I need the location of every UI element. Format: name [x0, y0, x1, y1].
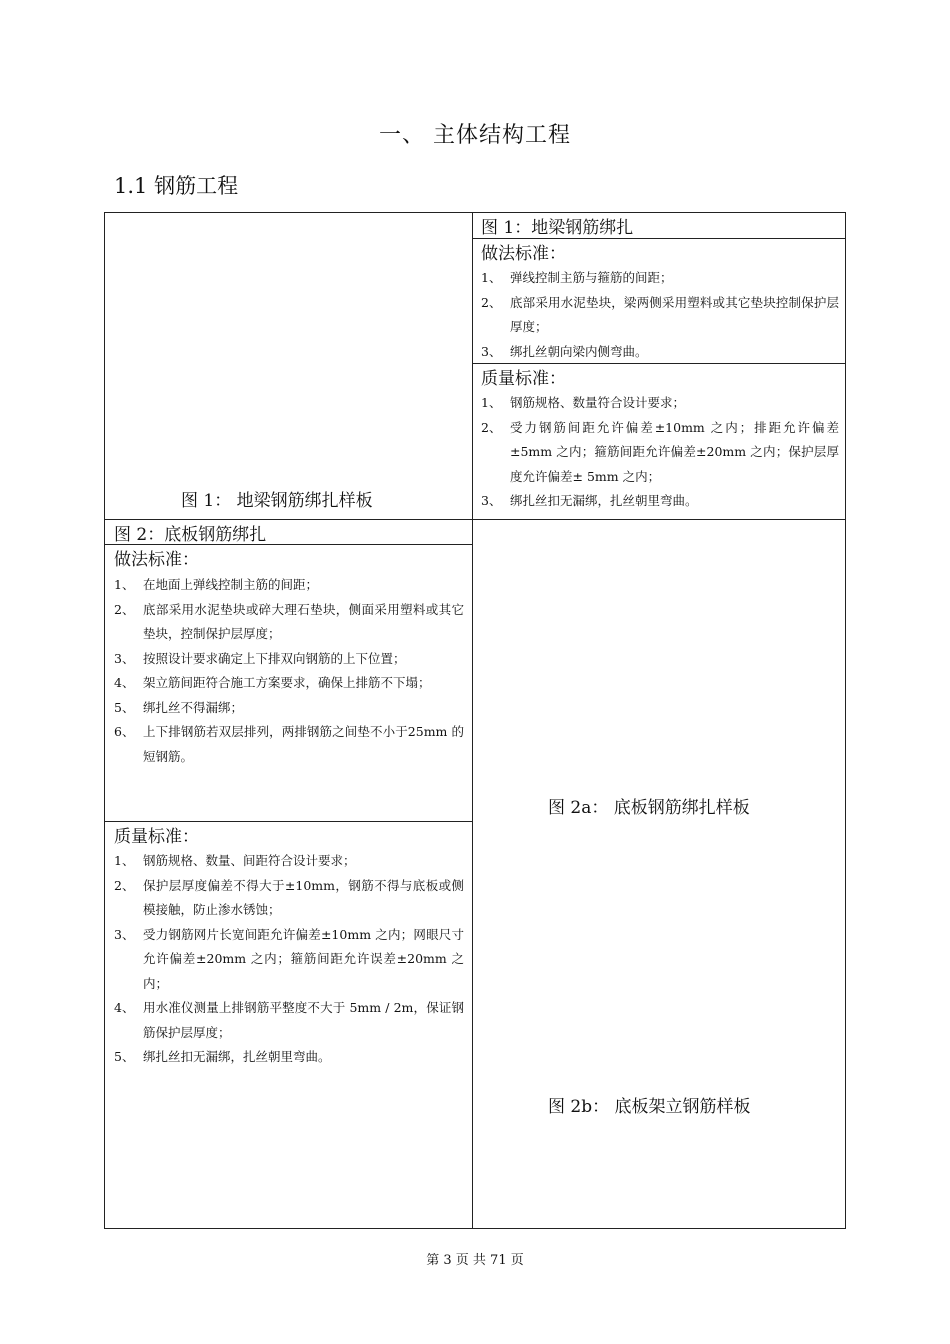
figure-2-method-heading: 做法标准： [114, 550, 199, 570]
figure-2b-caption: 图 2b： 底板架立钢筋样板 [548, 1097, 751, 1117]
figure-1-method-list [481, 266, 839, 364]
figure-2-method-list [114, 573, 464, 769]
section-title: 1.1 钢筋工程 [114, 174, 239, 198]
figure-2-title: 图 2：底板钢筋绑扎 [114, 525, 267, 545]
list-item: 5、 绑扎丝不得漏绑； [114, 699, 244, 715]
figure-2-quality-list [114, 849, 464, 1070]
page-number: 第 3 页 共 71 页 [426, 1253, 524, 1268]
list-item: 3、 绑扎丝朝向梁内侧弯曲。 [481, 343, 648, 359]
list-item: 3、 受力钢筋网片长宽间距允许偏差±10mm 之内；网眼尺寸允许偏差±20mm 之内；箍筋间距允许误差±20mm 之内； [114, 926, 464, 991]
list-item: 1、 在地面上弹线控制主筋的间距； [114, 577, 319, 592]
figure-1-title: 图 1：地梁钢筋绑扎 [481, 218, 634, 238]
chapter-title: 一、 主体结构工程 [379, 123, 571, 148]
list-item: 2、 底部采用水泥垫块，梁两侧采用塑料或其它垫块控制保护层厚度； [481, 294, 839, 334]
figure-1-quality-heading: 质量标准： [481, 369, 566, 389]
list-item: 2、 底部采用水泥垫块或碎大理石垫块，侧面采用塑料或其它垫块，控制保护层厚度； [114, 601, 464, 641]
list-item: 6、 上下排钢筋若双层排列，两排钢筋之间垫不小于25mm 的短钢筋。 [114, 724, 464, 764]
figure-1-method-heading: 做法标准： [481, 244, 566, 264]
figure-1-quality-list [481, 391, 839, 514]
figure-2a-caption: 图 2a： 底板钢筋绑扎样板 [548, 798, 750, 818]
list-item: 1、 钢筋规格、数量符合设计要求； [481, 395, 686, 410]
list-item: 5、 绑扎丝扣无漏绑，扎丝朝里弯曲。 [114, 1049, 331, 1064]
figure-2-quality-heading: 质量标准： [114, 827, 199, 847]
list-item: 3、 按照设计要求确定上下排双向钢筋的上下位置； [114, 650, 406, 666]
list-item: 1、 钢筋规格、数量、间距符合设计要求； [114, 853, 356, 868]
list-item: 2、 受力钢筋间距允许偏差±10mm 之内；排距允许偏差±5mm 之内；箍筋间距允许偏差±20mm 之内；保护层厚度允许偏差± 5mm 之内； [481, 419, 839, 484]
list-item: 4、 架立筋间距符合施工方案要求，确保上排筋不下塌； [114, 675, 431, 690]
list-item: 2、 保护层厚度偏差不得大于±10mm，钢筋不得与底板或侧模接触，防止渗水锈蚀； [114, 877, 464, 917]
list-item: 4、 用水准仪测量上排钢筋平整度不大于 5mm / 2m，保证钢筋保护层厚度； [114, 1000, 464, 1040]
figure-1-caption: 图 1： 地梁钢筋绑扎样板 [181, 491, 373, 511]
list-item: 1、 弹线控制主筋与箍筋的间距； [481, 270, 673, 285]
list-item: 3、 绑扎丝扣无漏绑，扎丝朝里弯曲。 [481, 493, 698, 508]
